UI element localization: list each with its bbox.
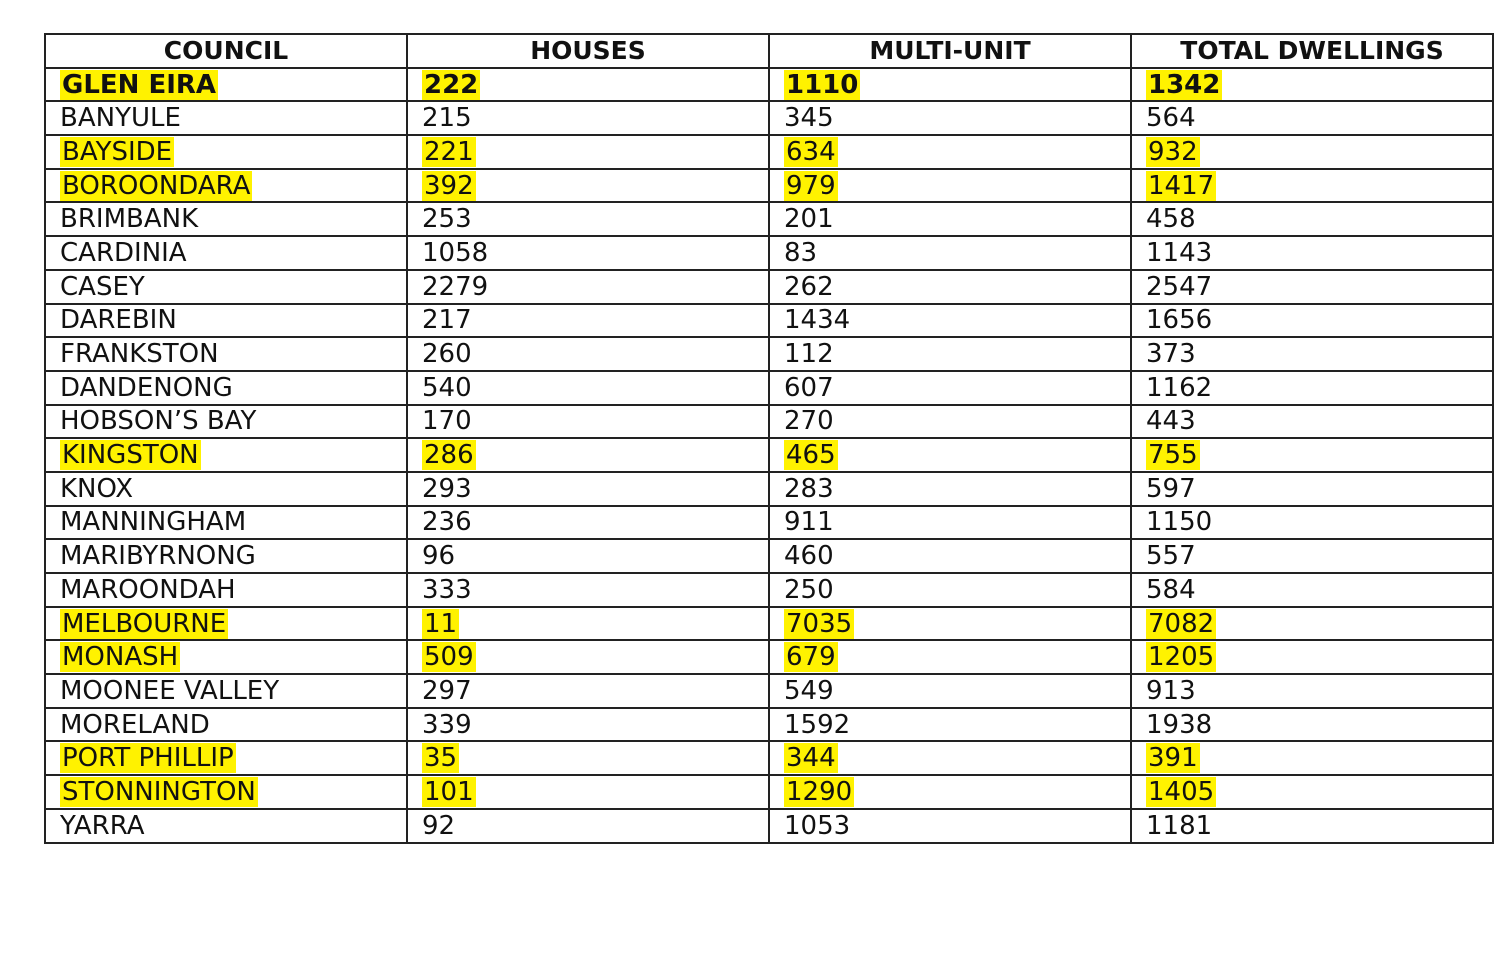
houses-cell [407, 101, 769, 135]
cell-text: 236 [422, 507, 472, 538]
total-dwellings-cell [1131, 135, 1493, 169]
cell-text: 339 [422, 709, 472, 740]
houses-cell [407, 438, 769, 472]
council-cell [45, 236, 407, 270]
total-dwellings-cell [1131, 539, 1493, 573]
table-row [45, 573, 1493, 607]
cell-text: 607 [784, 372, 834, 403]
houses-cell [407, 607, 769, 641]
cell-text: 333 [422, 574, 472, 605]
cell-text: 597 [1146, 473, 1196, 504]
total-dwellings-cell [1131, 304, 1493, 338]
council-cell [45, 169, 407, 203]
council-cell [45, 775, 407, 809]
cell-text: 1417 [1148, 170, 1215, 201]
cell-text: FRANKSTON [60, 339, 219, 370]
houses-cell [407, 135, 769, 169]
cell-text: CASEY [60, 271, 145, 302]
cell-text: 1342 [1148, 69, 1221, 100]
total-dwellings-cell [1131, 270, 1493, 304]
cell-text: 286 [424, 440, 474, 471]
council-cell [45, 68, 407, 102]
multi-unit-cell [769, 405, 1131, 439]
total-dwellings-cell [1131, 405, 1493, 439]
cell-text: 373 [1146, 339, 1196, 370]
cell-text: DAREBIN [60, 305, 177, 336]
cell-text: 679 [786, 642, 836, 673]
cell-text: 509 [424, 642, 474, 673]
cell-text: 7035 [786, 608, 853, 639]
council-cell [45, 270, 407, 304]
cell-text: 458 [1146, 204, 1196, 235]
cell-text: 1143 [1146, 237, 1213, 268]
council-cell [45, 674, 407, 708]
table-row [45, 135, 1493, 169]
cell-text: 1150 [1146, 507, 1213, 538]
cell-text: CARDINIA [60, 237, 187, 268]
multi-unit-cell [769, 68, 1131, 102]
cell-text: 270 [784, 406, 834, 437]
cell-text: 217 [422, 305, 472, 336]
cell-text: 112 [784, 339, 834, 370]
total-dwellings-cell [1131, 607, 1493, 641]
council-cell [45, 371, 407, 405]
total-dwellings-cell [1131, 809, 1493, 843]
multi-unit-cell [769, 775, 1131, 809]
total-dwellings-cell [1131, 236, 1493, 270]
cell-text: 253 [422, 204, 472, 235]
council-cell [45, 101, 407, 135]
total-dwellings-cell [1131, 101, 1493, 135]
multi-unit-cell [769, 135, 1131, 169]
council-cell [45, 405, 407, 439]
cell-text: 35 [424, 743, 458, 774]
council-cell [45, 438, 407, 472]
council-cell [45, 809, 407, 843]
houses-cell [407, 270, 769, 304]
multi-unit-cell [769, 371, 1131, 405]
cell-text: MANNINGHAM [60, 507, 247, 538]
cell-text: MELBOURNE [62, 608, 227, 639]
houses-cell [407, 708, 769, 742]
table-row [45, 438, 1493, 472]
table-row [45, 101, 1493, 135]
cell-text: 1592 [784, 709, 851, 740]
table-row [45, 506, 1493, 540]
cell-text: 1290 [786, 776, 853, 807]
total-dwellings-column-header: TOTAL DWELLINGS [1131, 34, 1493, 68]
multi-unit-cell [769, 674, 1131, 708]
cell-text: PORT PHILLIP [62, 743, 234, 774]
cell-text: 540 [422, 372, 472, 403]
houses-cell [407, 741, 769, 775]
houses-cell [407, 68, 769, 102]
table-row [45, 202, 1493, 236]
council-cell [45, 506, 407, 540]
multi-unit-cell [769, 169, 1131, 203]
cell-text: 1110 [786, 69, 859, 100]
table-row [45, 304, 1493, 338]
council-cell [45, 539, 407, 573]
table-row [45, 741, 1493, 775]
total-dwellings-cell [1131, 708, 1493, 742]
multi-unit-cell [769, 472, 1131, 506]
council-cell [45, 202, 407, 236]
multi-unit-cell [769, 304, 1131, 338]
cell-text: 1181 [1146, 810, 1213, 841]
cell-text: 634 [786, 136, 836, 167]
cell-text: 1162 [1146, 372, 1213, 403]
total-dwellings-cell [1131, 775, 1493, 809]
houses-cell [407, 506, 769, 540]
cell-text: 1205 [1148, 642, 1215, 673]
houses-column-header: HOUSES [407, 34, 769, 68]
multi-unit-cell [769, 337, 1131, 371]
table-row [45, 270, 1493, 304]
multi-unit-cell [769, 741, 1131, 775]
multi-unit-cell [769, 573, 1131, 607]
cell-text: 221 [424, 136, 474, 167]
cell-text: 913 [1146, 675, 1196, 706]
multi-unit-cell [769, 708, 1131, 742]
council-cell [45, 304, 407, 338]
multi-unit-cell [769, 101, 1131, 135]
houses-cell [407, 640, 769, 674]
total-dwellings-cell [1131, 741, 1493, 775]
table-row [45, 809, 1493, 843]
total-dwellings-cell [1131, 68, 1493, 102]
total-dwellings-cell [1131, 573, 1493, 607]
total-dwellings-cell [1131, 438, 1493, 472]
cell-text: HOBSON’S BAY [60, 406, 257, 437]
total-dwellings-cell [1131, 506, 1493, 540]
table-row [45, 371, 1493, 405]
table-row [45, 169, 1493, 203]
total-dwellings-cell [1131, 472, 1493, 506]
total-dwellings-cell [1131, 202, 1493, 236]
cell-text: 345 [784, 103, 834, 134]
table-row [45, 674, 1493, 708]
cell-text: 101 [424, 776, 474, 807]
cell-text: 443 [1146, 406, 1196, 437]
cell-text: 2547 [1146, 271, 1213, 302]
cell-text: BOROONDARA [62, 170, 251, 201]
cell-text: BAYSIDE [62, 136, 173, 167]
cell-text: BRIMBANK [60, 204, 199, 235]
cell-text: STONNINGTON [62, 776, 256, 807]
table-row [45, 337, 1493, 371]
cell-text: 549 [784, 675, 834, 706]
cell-text: 1656 [1146, 305, 1213, 336]
cell-text: 283 [784, 473, 834, 504]
dwellings-table [44, 33, 1494, 844]
multi-unit-cell [769, 236, 1131, 270]
cell-text: 1053 [784, 810, 851, 841]
houses-cell [407, 236, 769, 270]
council-cell [45, 337, 407, 371]
cell-text: 250 [784, 574, 834, 605]
houses-cell [407, 539, 769, 573]
cell-text: YARRA [60, 810, 145, 841]
cell-text: 260 [422, 339, 472, 370]
total-dwellings-cell [1131, 371, 1493, 405]
multi-unit-cell [769, 270, 1131, 304]
cell-text: KNOX [60, 473, 134, 504]
cell-text: 979 [786, 170, 836, 201]
council-column-header: COUNCIL [45, 34, 407, 68]
council-cell [45, 135, 407, 169]
houses-cell [407, 674, 769, 708]
multi-unit-cell [769, 438, 1131, 472]
houses-cell [407, 337, 769, 371]
cell-text: 222 [424, 69, 479, 100]
cell-text: 465 [786, 440, 836, 471]
cell-text: MAROONDAH [60, 574, 236, 605]
council-cell [45, 741, 407, 775]
cell-text: 262 [784, 271, 834, 302]
houses-cell [407, 202, 769, 236]
multi-unit-cell [769, 506, 1131, 540]
multi-unit-cell [769, 809, 1131, 843]
council-cell [45, 607, 407, 641]
houses-cell [407, 304, 769, 338]
council-cell [45, 472, 407, 506]
table-row [45, 236, 1493, 270]
houses-cell [407, 775, 769, 809]
cell-text: MOONEE VALLEY [60, 675, 280, 706]
cell-text: 170 [422, 406, 472, 437]
cell-text: 293 [422, 473, 472, 504]
multi-unit-column-header: MULTI-UNIT [769, 34, 1131, 68]
multi-unit-cell [769, 202, 1131, 236]
header-row [45, 34, 1493, 68]
table-body [45, 68, 1493, 843]
cell-text: 201 [784, 204, 834, 235]
cell-text: 11 [424, 608, 458, 639]
cell-text: MORELAND [60, 709, 210, 740]
cell-text: 392 [424, 170, 474, 201]
cell-text: 755 [1148, 440, 1198, 471]
cell-text: 92 [422, 810, 456, 841]
cell-text: MARIBYRNONG [60, 541, 256, 572]
cell-text: 83 [784, 237, 818, 268]
table-row [45, 640, 1493, 674]
cell-text: 1405 [1148, 776, 1215, 807]
total-dwellings-cell [1131, 640, 1493, 674]
cell-text: KINGSTON [62, 440, 199, 471]
cell-text: BANYULE [60, 103, 181, 134]
cell-text: 584 [1146, 574, 1196, 605]
cell-text: 2279 [422, 271, 489, 302]
table-row [45, 775, 1493, 809]
table-row [45, 405, 1493, 439]
cell-text: 391 [1148, 743, 1198, 774]
total-dwellings-cell [1131, 169, 1493, 203]
cell-text: GLEN EIRA [62, 69, 217, 100]
council-cell [45, 640, 407, 674]
total-dwellings-cell [1131, 674, 1493, 708]
cell-text: 297 [422, 675, 472, 706]
total-dwellings-cell [1131, 337, 1493, 371]
cell-text: 215 [422, 103, 472, 134]
cell-text: 911 [784, 507, 834, 538]
table-row [45, 607, 1493, 641]
cell-text: 7082 [1148, 608, 1215, 639]
table-row [45, 708, 1493, 742]
cell-text: 96 [422, 541, 456, 572]
cell-text: 1938 [1146, 709, 1213, 740]
multi-unit-cell [769, 640, 1131, 674]
cell-text: 1434 [784, 305, 851, 336]
table-row [45, 539, 1493, 573]
council-cell [45, 708, 407, 742]
houses-cell [407, 169, 769, 203]
houses-cell [407, 405, 769, 439]
cell-text: 460 [784, 541, 834, 572]
council-cell [45, 573, 407, 607]
cell-text: 932 [1148, 136, 1198, 167]
cell-text: MONASH [62, 642, 179, 673]
table-row [45, 68, 1493, 102]
table-row [45, 472, 1493, 506]
cell-text: DANDENONG [60, 372, 233, 403]
multi-unit-cell [769, 539, 1131, 573]
cell-text: 1058 [422, 237, 489, 268]
cell-text: 344 [786, 743, 836, 774]
houses-cell [407, 371, 769, 405]
cell-text: 557 [1146, 541, 1196, 572]
houses-cell [407, 573, 769, 607]
houses-cell [407, 472, 769, 506]
houses-cell [407, 809, 769, 843]
multi-unit-cell [769, 607, 1131, 641]
cell-text: 564 [1146, 103, 1196, 134]
